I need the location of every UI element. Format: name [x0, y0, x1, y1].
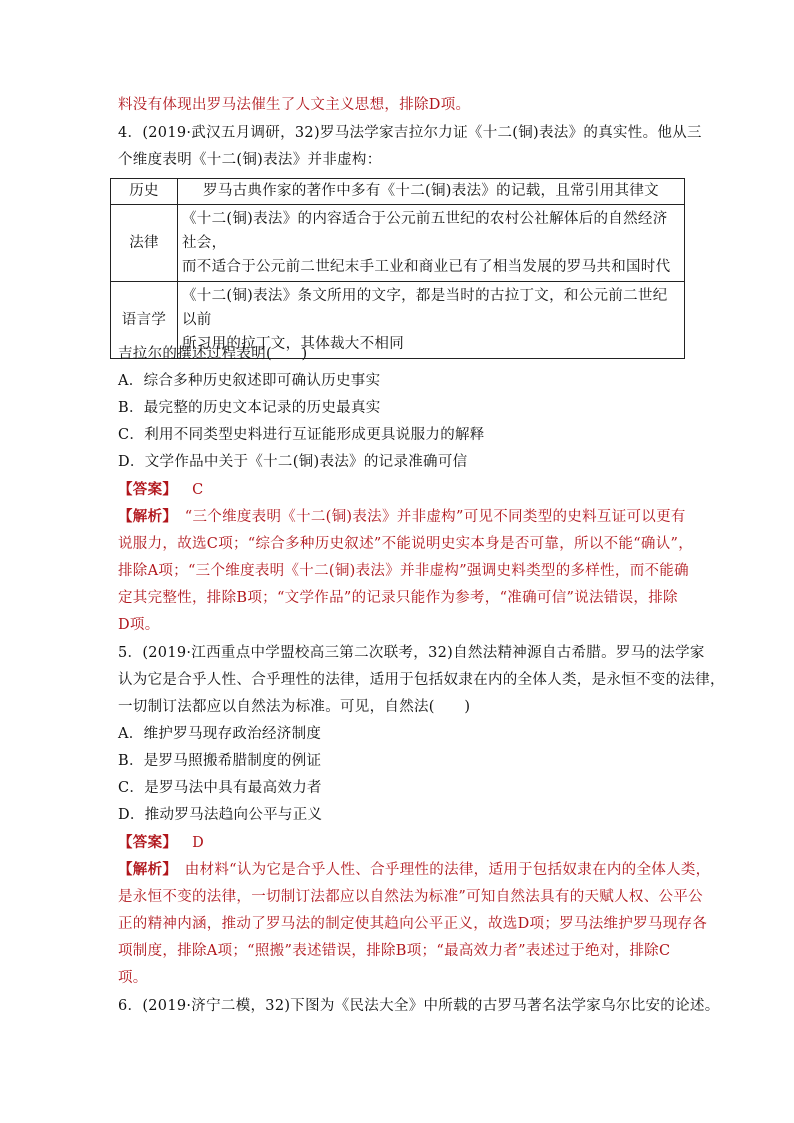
q4-stem-line1: 4．(2019·武汉五月调研，32)罗马法学家吉拉尔力证《十二(铜)表法》的真实性。他从三: [118, 125, 702, 141]
table-content: 罗马古典作家的著作中多有《十二(铜)表法》的记载，且常引用其律文: [178, 179, 685, 205]
q5-analysis-line2: 是永恒不变的法律，一切制订法都应以自然法为标准”可知自然法具有的天赋人权、公平公: [118, 889, 703, 905]
q4-option-c: C．利用不同类型史料进行互证能形成更具说服力的解释: [118, 427, 485, 443]
q4-option-a: A．综合多种历史叙述即可确认历史事实: [118, 373, 381, 389]
q4-analysis-line3: 排除A项；“三个维度表明《十二(铜)表法》并非虚构”强调史料类型的多样性，而不能确: [118, 563, 689, 579]
q5-option-b: B．是罗马照搬希腊制度的例证: [118, 753, 322, 769]
q4-option-d: D．文学作品中关于《十二(铜)表法》的记录准确可信: [118, 454, 468, 470]
q5-option-d: D．推动罗马法趋向公平与正义: [118, 807, 323, 823]
analysis-tag: 【解析】: [118, 508, 170, 525]
q5-analysis-line5: 项。: [118, 970, 148, 986]
table-row: [111, 205, 685, 282]
table-content: 《十二(铜)表法》的内容适合于公元前五世纪的农村公社解体后的自然经济社会， 而不适合于公元前二世纪末手工业和商业已有了相当发展的罗马共和国时代: [178, 205, 685, 282]
q5-stem-line1: 5．(2019·江西重点中学盟校高三第二次联考，32)自然法精神源自古希腊。罗马的法学家: [118, 645, 705, 661]
q4-analysis-line4: 定其完整性，排除B项；“文学作品”的记录只能作为参考，“准确可信”说法错误，排除: [118, 590, 678, 606]
q4-analysis-line2: 说服力，故选C项；“综合多种历史叙述”不能说明史实本身是否可靠，所以不能“确认”，: [118, 536, 694, 552]
table-content: 《十二(铜)表法》条文所用的文字，都是当时的古拉丁文，和公元前二世纪以前 所习用的拉丁文，其体裁大不相同: [178, 282, 685, 359]
table-dimension: 语言学: [111, 282, 178, 359]
answer-value: C: [192, 482, 204, 498]
table-dimension: 历史: [111, 179, 178, 205]
answer-value: D: [192, 835, 205, 851]
answer-tag: 【答案】: [118, 481, 178, 498]
prev-analysis-tail: 料没有体现出罗马法催生了人文主义思想，排除D项。: [118, 97, 471, 113]
q4-answer: [118, 480, 680, 500]
q4-stem-line2: 个维度表明《十二(铜)表法》并非虚构：: [118, 152, 382, 168]
q5-analysis-line1: 【解析】 由材料“认为它是合乎人性、合乎理性的法律，适用于包括奴隶在内的全体人类，: [118, 861, 711, 878]
q5-answer: [118, 833, 680, 853]
table-dimension: 法律: [111, 205, 178, 282]
q4-option-b: B．最完整的历史文本记录的历史最真实: [118, 400, 381, 416]
q5-option-c: C．是罗马法中具有最高效力者: [118, 780, 322, 796]
q4-question: 吉拉尔的撰述过程表明( ): [118, 346, 308, 362]
q4-analysis-line5: D项。: [118, 617, 160, 633]
q5-analysis-line3: 正的精神内涵，推动了罗马法的制定使其趋向公平正义，故选D项；罗马法维护罗马现存各: [118, 916, 708, 932]
q6-stem-line1: 6．(2019·济宁二模，32)下图为《民法大全》中所载的古罗马著名法学家乌尔比安的论述。: [118, 998, 720, 1014]
q5-stem-line3: 一切制订法都应以自然法为标准。可见，自然法( ): [118, 699, 471, 715]
answer-tag: 【答案】: [118, 834, 178, 851]
q4-analysis-line1: 【解析】 “三个维度表明《十二(铜)表法》并非虚构”可见不同类型的史料互证可以更有: [118, 508, 686, 525]
table-row: [111, 179, 685, 205]
q4-source-table: [110, 178, 685, 359]
q5-analysis-line4: 项制度，排除A项；“照搬”表述错误，排除B项；“最高效力者”表述过于绝对，排除C: [118, 943, 671, 959]
q5-option-a: A．维护罗马现存政治经济制度: [118, 726, 322, 742]
q5-stem-line2: 认为它是合乎人性、合乎理性的法律，适用于包括奴隶在内的全体人类，是永恒不变的法律，: [118, 672, 725, 688]
analysis-tag: 【解析】: [118, 861, 170, 878]
